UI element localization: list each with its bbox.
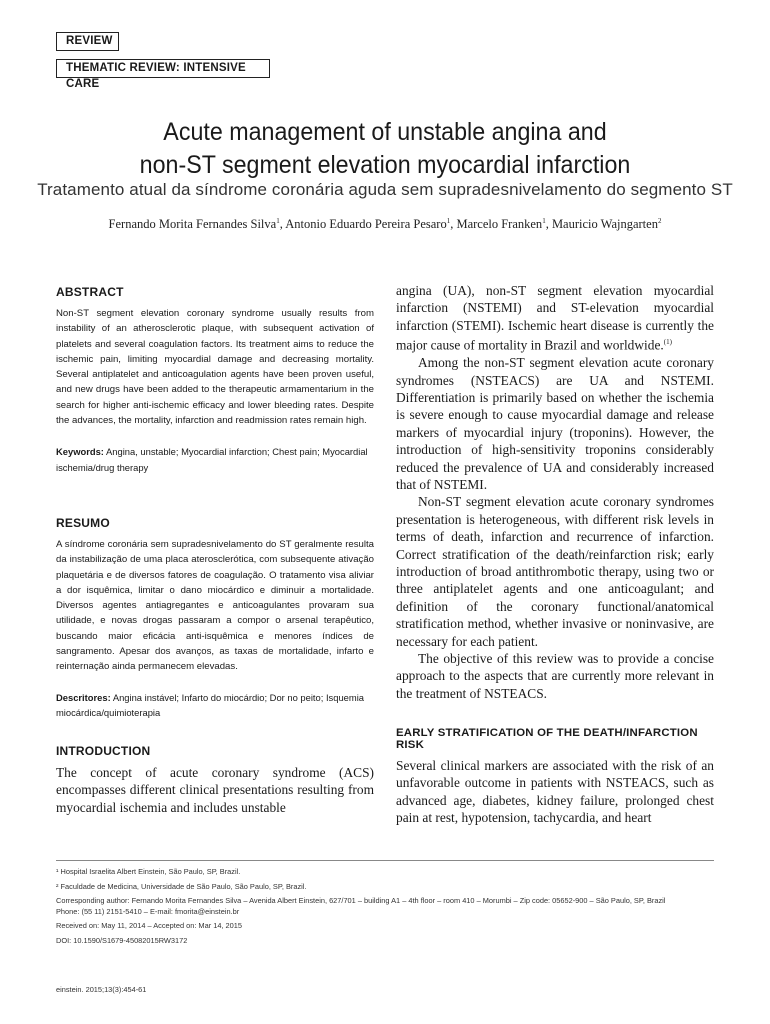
- para1-text: angina (UA), non-ST segment elevation myocardial infarction (NSTEMI) and ST-elevation myocardial infarction (STEMI). Ischemic heart disease is currently the major cause of mortality in Brazil and worldwide.: [396, 283, 714, 353]
- introduction-paragraph-start: The concept of acute coronary syndrome (ACS) encompasses different clinical presentations resulting from myocardial ischemia and includes unstable: [56, 765, 374, 815]
- corresponding-address: Corresponding author: Fernando Morita Fernandes Silva – Avenida Albert Einstein, 627/701 – building A1 – 4th floor – room 410 – Morumbi – Zip code: 05652-900 – São Paulo, SP, Brazil: [56, 896, 666, 905]
- early-stratification-section: [396, 727, 714, 827]
- author-affiliation: 2: [657, 217, 662, 225]
- affiliation-footnote-2: ² Faculdade de Medicina, Universidade de São Paulo, São Paulo, SP, Brazil.: [56, 882, 307, 891]
- descritores-text: Angina instável; Infarto do miocárdio; Dor no peito; Isquemia miocárdica/quimioterapia: [56, 691, 364, 718]
- abstract-text: Non-ST segment elevation coronary syndrome usually results from instability of an atherosclerotic plaque, with subsequent activation of platelets and several coagulation factors. Its treatment aims to reduce the ischemic pain, limiting myocardial damage and decreasing mortality. Several antiplatelet and anticoagulation agents have been proven useful, and new drugs have been added to the therapeutic armamentarium in the search for higher anti-ischemic efficacy and lower bleeding rates. Despite the advances, the mortality, infarction and readmission rates remain high.: [56, 308, 374, 427]
- keywords-label: Keywords:: [56, 446, 104, 458]
- abstract-section: [56, 285, 374, 475]
- section-tag: REVIEW: [56, 32, 119, 51]
- resumo-heading: RESUMO: [56, 516, 110, 530]
- article-subtitle: Tratamento atual da síndrome coronária aguda sem supradesnivelamento do segmento ST: [37, 180, 733, 199]
- author-affiliation: 1: [542, 217, 546, 225]
- author-name: Fernando Morita Fernandes Silva: [108, 217, 277, 232]
- introduction-paragraph-4: The objective of this review was to provide a concise approach to the aspects that are currently more relevant in the treatment of NSTEACS.: [396, 651, 714, 701]
- affiliation-footnote-1: ¹ Hospital Israelita Albert Einstein, São Paulo, SP, Brazil.: [56, 867, 241, 876]
- corresponding-contact: Phone: (55 11) 2151-5410 – E-mail: fmorita@einstein.br: [56, 907, 240, 916]
- author-affiliation: 1: [446, 217, 451, 225]
- author-name: Mauricio Wajngarten: [551, 217, 658, 232]
- corresponding-author: [56, 895, 714, 917]
- doi: DOI: 10.1590/S1679-45082015RW3172: [56, 936, 188, 945]
- journal-citation: einstein. 2015;13(3):454-61: [56, 985, 147, 994]
- abstract-keywords: [56, 444, 374, 475]
- reference-marker: (1): [663, 338, 672, 347]
- author-name: Marcelo Franken: [456, 217, 543, 232]
- introduction-paragraph-2: Among the non-ST segment elevation acute coronary syndromes (NSTEACS) are UA and NSTEMI. Differentiation is primarily based on whether the ischemia is severe enough to cause myocardial damage and release markers of myocardial injury (troponins). However, the introduction of high-sensitivity troponins considerably reduced the prevalence of UA and considerably increased that of NSTEMI.: [396, 355, 714, 492]
- introduction-heading: INTRODUCTION: [56, 744, 151, 758]
- title-line-2: non-ST segment elevation myocardial infarction: [139, 151, 631, 179]
- introduction-paragraph-3: Non-ST segment elevation acute coronary syndromes presentation is heterogeneous, with different risk levels in terms of death, infarction and recurrence of infarction. Correct stratification of the death/reinfarction risk; early introduction of broad antithrombotic therapy, using two or three antiplatelet agents and one anticoagulant; and definition of the coronary functional/anatomical stratification method, whether invasive or noninvasive, are necessary for each patient.: [396, 494, 714, 649]
- resumo-text: A síndrome coronária sem supradesnivelamento do ST geralmente resulta da instabilização de uma placa aterosclerótica, com subsequente ativação plaquetária e de diversos fatores de coagulação. O tratamento visa aliviar a dor isquêmica, limitar o dano miocárdico e diminuir a mortalidade. Diversos agentes antiagregantes e anticoagulantes provaram sua utilidade, e novas drogas passaram a compor o arsenal terapêutico, buscando maior eficácia anti-isquêmica e menores índices de sangramento. Apesar dos avanços, as taxas de mortalidade, infarto e reinternação ainda permanecem elevadas.: [56, 539, 374, 673]
- author-name: Antonio Eduardo Pereira Pesaro: [285, 217, 447, 232]
- resumo-keywords: [56, 690, 374, 721]
- received-accepted-dates: Received on: May 11, 2014 – Accepted on: Mar 14, 2015: [56, 921, 242, 930]
- descritores-label: Descritores:: [56, 691, 111, 703]
- introduction-continued: [396, 282, 714, 702]
- early-stratification-text: Several clinical markers are associated with the risk of an unfavorable outcome in patients with NSTEACS, such as advanced age, diabetes, kidney failure, prolonged chest pain at rest, hypotension, tachycardia, and heart: [396, 758, 714, 826]
- title-line-1: Acute management of unstable angina and: [163, 118, 607, 146]
- author-affiliation: 1: [276, 217, 280, 225]
- keywords-text: Angina, unstable; Myocardial infarction; Chest pain; Myocardial ischemia/drug therapy: [56, 446, 368, 473]
- author-list: Fernando Morita Fernandes Silva$^1$, Antonio Eduardo Pereira Pesaro$^1$, Marcelo Franken$^1$, Mauricio Wajngarten$^2$: [108, 217, 662, 232]
- footnote-divider: [56, 860, 714, 861]
- introduction-paragraph-1-cont: [396, 282, 714, 354]
- early-stratification-heading: EARLY STRATIFICATION OF THE DEATH/INFARCTION RISK: [396, 727, 698, 751]
- introduction-section: [56, 744, 374, 816]
- abstract-heading: ABSTRACT: [56, 285, 124, 299]
- thematic-review-tag: THEMATIC REVIEW: INTENSIVE CARE: [56, 59, 270, 78]
- resumo-section: [56, 516, 374, 720]
- article-title: [64, 116, 706, 182]
